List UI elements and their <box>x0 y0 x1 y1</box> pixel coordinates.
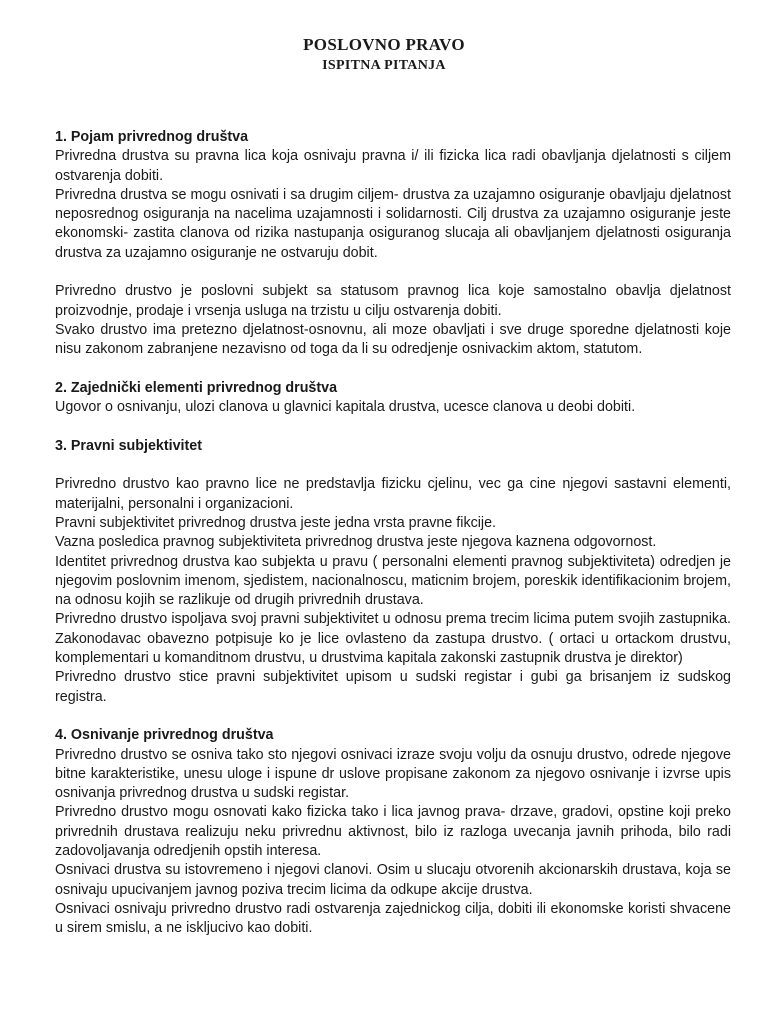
paragraph: Osnivaci drustva su istovremeno i njegovi clanovi. Osim u slucaju otvorenih akcionarskih drustava, koja se osnivaju upucivanjem javnog poziva trecim licima da odkupe akcije drustva. <box>55 862 731 898</box>
document-title: POSLOVNO PRAVO <box>303 35 465 54</box>
paragraph: Privredna drustva su pravna lica koja osnivaju pravna i/ ili fizicka lica radi obavljanja djelatnosti s ciljem ostvarenja dobiti. <box>55 148 731 184</box>
section-heading: 3. Pravni subjektivitet <box>55 437 202 454</box>
paragraph: Privredna drustva se mogu osnivati i sa drugim ciljem- drustva za uzajamno osiguranje obavljaju djelatnost neposrednog osiguranja na nacelima uzajamnosti i solidarnosti. Cilj drustva za uzajamno osiguranje jeste ekonomski- zastita clanova od rizika nastupanja osiguranog slucaja ali obavljanjem djelatnosti osiguranja drustva za uzajamno osiguranje ne ostvaruju dobit. <box>55 186 731 261</box>
section-1 <box>55 128 731 360</box>
paragraph: Osnivaci osnivaju privredno drustvo radi ostvarenja zajednickog cilja, dobiti ili ekonomske koristi shvacene u sirem smislu, a ne iskljucivo kao dobiti. <box>55 900 731 937</box>
paragraph: Ugovor o osnivanju, ulozi clanova u glavnici kapitala drustva, ucesce clanova u deobi dobiti. <box>55 399 636 416</box>
paragraph: Identitet privrednog drustva kao subjekta u pravu ( personalni elementi pravnog subjektiviteta) odredjen je njegovim poslovnim imenom, sjedistem, nacionalnoscu, maticnim brojem, poreskik identifikacionim brojem, na odnosu kojih se razlikuje od drugih privrednih drustava. <box>55 553 731 609</box>
paragraph: Svako drustvo ima pretezno djelatnost-osnovnu, ali moze obavljati i sve druge sporedne djelatnosti koje nisu zakonom zabranjene nezavisno od toga da li su odredjenje osnivackim aktom, statutom. <box>55 321 731 358</box>
section-gap <box>55 707 731 726</box>
section-4 <box>55 726 731 938</box>
section-gap <box>55 360 731 379</box>
section-2 <box>55 379 731 418</box>
section-3 <box>55 437 731 707</box>
section-gap <box>55 417 731 436</box>
paragraph: Vazna posledica pravnog subjektiviteta privrednog drustva jeste njegova kaznena odgovornost. <box>55 534 657 551</box>
paragraph: Pravni subjektivitet privrednog drustva jeste jedna vrsta pravne fikcije. <box>55 514 497 531</box>
section-heading: 1. Pojam privrednog društva <box>55 129 249 145</box>
paragraph: Privredno drustvo stice pravni subjektivitet upisom u sudski registar i gubi ga brisanjem iz sudskog registra. <box>55 669 731 705</box>
paragraph: Privredno drustvo mogu osnovati kako fizicka tako i lica javnog prava- drzave, gradovi, opstine koji preko privrednih drustava realizuju neku privrednu aktivnost, bilo iz razloga uvecanja javnih prihoda, bilo radi zadovoljavanja odredjenih opstih interesa. <box>55 804 731 859</box>
document-subtitle: ISPITNA PITANJA <box>322 58 446 73</box>
paragraph-gap <box>55 456 731 475</box>
paragraph: Privredno drustvo ispoljava svoj pravni subjektivitet u odnosu prema trecim licima putem svojih zastupnika. Zakonodavac obavezno potpisuje ko je lice ovlasteno da zastupa drustvo. ( ortaci u ortackom drustvu, komplementari u komanditnom drustvu, u drustvima kapitala zakonski zastupnik drustva je direktor) <box>55 611 731 667</box>
section-heading: 2. Zajednički elementi privrednog društva <box>55 379 338 396</box>
paragraph: Privredno drustvo kao pravno lice ne predstavlja fizicku cjelinu, vec ga cine njegovi sastavni elementi, materijalni, personalni i organizacioni. <box>55 476 731 512</box>
paragraph: Privredno drustvo je poslovni subjekt sa statusom pravnog lica koje samostalno obavlja djelatnost proizvodnje, prodaje i vrsenja usluga na trzistu u cilju ostvarenja dobiti. <box>55 283 731 319</box>
document-body <box>55 128 731 938</box>
paragraph-gap <box>55 263 731 282</box>
paragraph: Privredno drustvo se osniva tako sto njegovi osnivaci izraze svoju volju da osnuju drustvo, odrede njegove bitne karakteristike, unesu uloge i ispune dr uslove propisane zakonom za njegovo osnivanje i izvrse upis osnivanja privrednog drustva u sudski registar. <box>55 746 731 802</box>
section-heading: 4. Osnivanje privrednog društva <box>55 727 274 744</box>
